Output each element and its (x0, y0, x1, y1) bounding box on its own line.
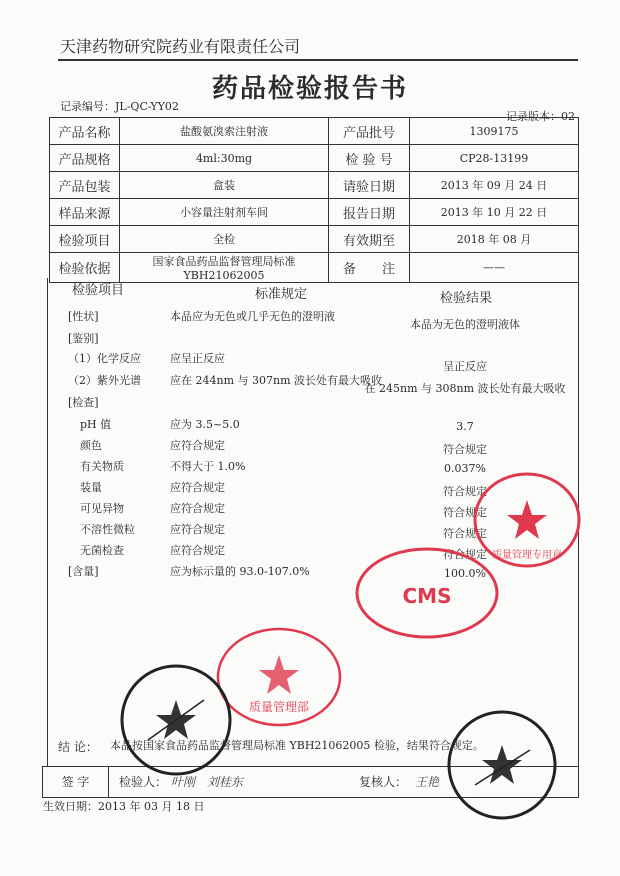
result-standard: 应符合规定 (170, 481, 225, 494)
result-standard: 应符合规定 (170, 502, 225, 515)
svg-text:质量管理专用章: 质量管理专用章 (492, 550, 562, 561)
stamp-company-left (118, 660, 238, 780)
result-standard: 应为 3.5~5.0 (170, 418, 240, 431)
info-row (50, 145, 579, 172)
info-row (50, 199, 579, 226)
info-label: 检验项目 (50, 226, 120, 253)
info-row (50, 226, 579, 253)
result-standard: 应为标示量的 93.0-107.0% (170, 565, 310, 578)
info-value: 4ml:30mg (120, 145, 329, 172)
results-header-item: 检验项目 (72, 283, 125, 298)
info-value: —— (410, 253, 579, 283)
result-value: 符合规定 (443, 506, 487, 519)
result-standard: 不得大于 1.0% (170, 460, 246, 473)
info-label: 请验日期 (329, 172, 410, 199)
info-label: 产品包装 (50, 172, 120, 199)
info-value: 2018 年 08 月 (410, 226, 579, 253)
result-standard: 应呈正反应 (170, 352, 225, 365)
inspector-signature: 叶刚 刘桂东 (171, 775, 244, 789)
result-value: 3.7 (456, 420, 474, 433)
info-label: 检验依据 (50, 253, 120, 283)
info-label: 产品批号 (329, 118, 410, 145)
info-value: 盐酸氨溴索注射液 (120, 118, 329, 145)
sign-label: 签 字 (43, 767, 109, 797)
result-item: 不溶性微粒 (80, 523, 135, 536)
result-item: 装量 (80, 481, 102, 494)
result-standard: 本品应为无色或几乎无色的澄明液 (170, 310, 335, 323)
results-header-result: 检验结果 (440, 291, 493, 306)
stamp-company-right (445, 710, 560, 825)
info-label: 样品来源 (50, 199, 120, 226)
stamp-cms (352, 545, 502, 645)
result-item: （1）化学反应 (68, 352, 141, 365)
result-item: 可见异物 (80, 502, 124, 515)
reviewer-label: 复核人： (359, 775, 408, 789)
result-value: 符合规定 (443, 548, 487, 561)
result-value: 100.0% (444, 567, 486, 580)
result-item: 无菌检查 (80, 544, 124, 557)
info-value: 全检 (120, 226, 329, 253)
info-label: 产品规格 (50, 145, 120, 172)
info-value: 小容量注射剂车间 (120, 199, 329, 226)
info-label: 报告日期 (329, 199, 410, 226)
inspector-label: 检验人： (119, 775, 168, 789)
reviewer-signature: 王艳 (415, 775, 440, 789)
info-value: 2013 年 09 月 24 日 (410, 172, 579, 199)
svg-text:质量管理部: 质量管理部 (248, 700, 310, 714)
result-item: [检查] (68, 396, 99, 409)
result-value: 呈正反应 (443, 360, 487, 373)
company-name: 天津药物研究院药业有限责任公司 (60, 37, 301, 56)
cms-text: CMS (402, 584, 452, 608)
info-label: 产品名称 (50, 118, 120, 145)
info-value: 1309175 (410, 118, 579, 145)
result-value: 符合规定 (443, 443, 487, 456)
result-standard: 应符合规定 (170, 544, 225, 557)
info-value: CP28-13199 (410, 145, 579, 172)
result-standard: 应符合规定 (170, 439, 225, 452)
effective-date: 生效日期：2013 年 03 月 18 日 (43, 800, 205, 813)
result-value: 符合规定 (443, 527, 487, 540)
info-row (50, 118, 579, 145)
result-value: 0.037% (444, 462, 486, 475)
result-item: pH 值 (80, 418, 112, 431)
result-item: [含量] (68, 565, 99, 578)
record-version: 记录版本：02 (506, 110, 575, 123)
result-standard: 应符合规定 (170, 523, 225, 536)
result-item: 有关物质 (80, 460, 124, 473)
result-item: [鉴别] (68, 332, 99, 345)
conclusion-text: 本品按国家食品药品监督管理局标准 YBH21062005 检验，结果符合规定。 (110, 739, 484, 752)
info-label: 备 注 (329, 253, 410, 283)
document-title: 药品检验报告书 (211, 74, 408, 104)
result-value: 在 245nm 与 308nm 波长处有最大吸收 (364, 382, 566, 395)
info-row (50, 172, 579, 199)
info-value: 盒装 (120, 172, 329, 199)
results-header-standard: 标准规定 (255, 287, 308, 302)
product-info-table (49, 117, 579, 283)
conclusion-label: 结 论： (58, 740, 98, 754)
info-value: 2013 年 10 月 22 日 (410, 199, 579, 226)
result-item: （2）紫外光谱 (68, 374, 141, 387)
result-item: 颜色 (80, 439, 102, 452)
result-item: [性状] (68, 310, 99, 323)
result-value: 本品为无色的澄明液体 (410, 318, 520, 331)
info-label: 检 验 号 (329, 145, 410, 172)
result-standard: 应在 244nm 与 307nm 波长处有最大吸收 (170, 374, 383, 387)
record-number: 记录编号：JL-QC-YY02 (60, 100, 179, 113)
result-value: 符合规定 (443, 485, 487, 498)
info-label: 有效期至 (329, 226, 410, 253)
header-rule (58, 59, 578, 61)
info-value: 国家食品药品监督管理局标准 YBH21062005 (120, 253, 329, 283)
